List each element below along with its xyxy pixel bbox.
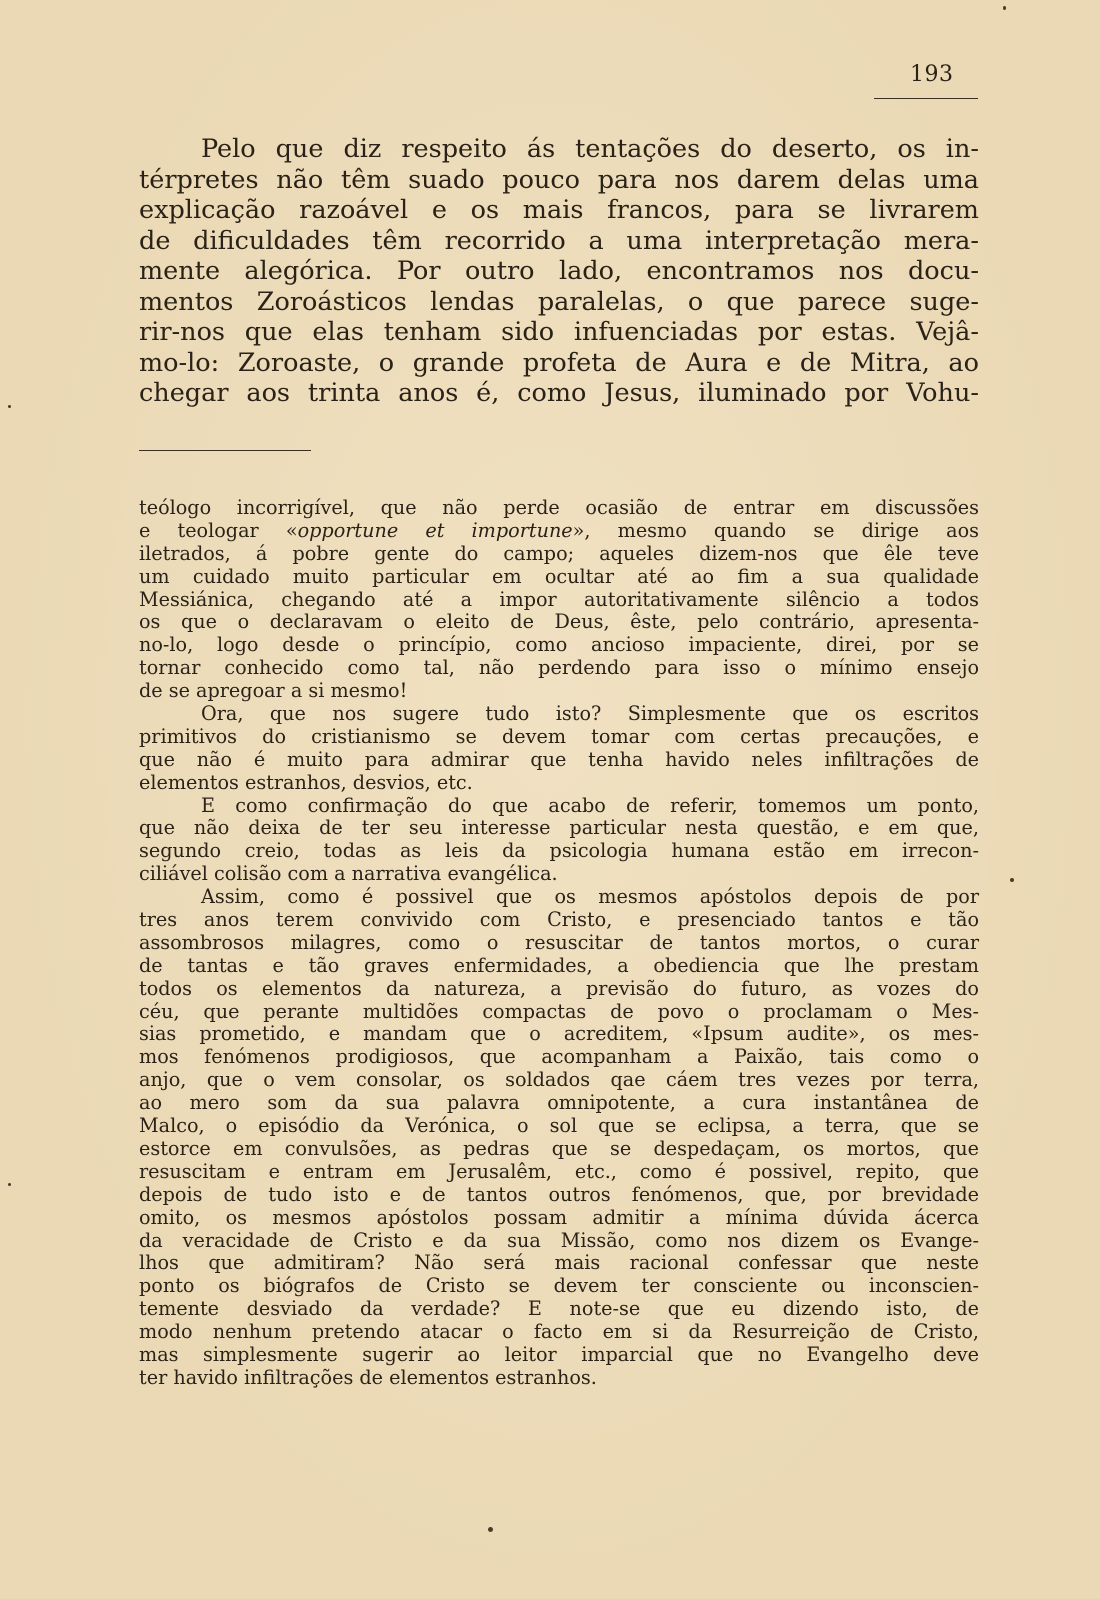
footnote-line: Ora, que nos sugere tudo isto? Simplesmente que os escritos bbox=[201, 702, 979, 726]
footnote-line: tornar conhecido como tal, não perdendo para isso o mínimo ensejo bbox=[139, 656, 979, 680]
main-line: mente alegórica. Por outro lado, encontramos nos docu- bbox=[139, 256, 979, 286]
footnote-line: ter havido infiltrações de elementos estranhos. bbox=[139, 1365, 597, 1389]
paper-speck bbox=[8, 405, 11, 408]
main-paragraph bbox=[139, 134, 979, 409]
page-number-rule bbox=[874, 98, 978, 99]
paper-speck bbox=[8, 1183, 11, 1186]
main-line: Pelo que diz respeito ás tentações do deserto, os in- bbox=[201, 134, 979, 164]
footnote-line: de tantas e tão graves enfermidades, a obediencia que lhe prestam bbox=[139, 953, 979, 977]
main-line: explicação razoável e os mais francos, para se livrarem bbox=[139, 195, 979, 225]
footnote-line: que não é muito para admirar que tenha havido neles infiltrações de bbox=[139, 747, 979, 771]
footnote-separator-rule bbox=[139, 450, 311, 451]
italic-latin-phrase: opportune et importune bbox=[297, 518, 573, 542]
footnote-line: um cuidado muito particular em ocultar até ao fim a sua qualidade bbox=[139, 564, 979, 588]
footnote-line: temente desviado da verdade? E note-se que eu dizendo isto, de bbox=[139, 1297, 979, 1321]
footnote-line: E como confirmação do que acabo de referir, tomemos um ponto, bbox=[201, 793, 979, 817]
footnote-line: modo nenhum pretendo atacar o facto em si da Resurreição de Cristo, bbox=[139, 1320, 979, 1344]
footnote-line: ciliável colisão com a narrativa evangélica. bbox=[139, 862, 558, 886]
paper-speck bbox=[1010, 878, 1014, 882]
footnote-line: anjo, que o vem consolar, os soldados qae cáem tres vezes por terra, bbox=[139, 1068, 979, 1092]
footnote-line: mas simplesmente sugerir ao leitor imparcial que no Evangelho deve bbox=[139, 1342, 979, 1366]
main-line: térpretes não têm suado pouco para nos darem delas uma bbox=[139, 164, 979, 195]
main-line: mo-lo: Zoroaste, o grande profeta de Aura e de Mitra, ao bbox=[139, 347, 979, 378]
footnote-line: omito, os mesmos apóstolos possam admitir a mínima dúvida ácerca bbox=[139, 1205, 979, 1229]
footnote-text-segment: », mesmo quando se dirige aos bbox=[572, 518, 979, 542]
footnote-line: resuscitam e entram em Jerusalêm, etc., como é possivel, repito, que bbox=[139, 1159, 979, 1183]
footnote-line: que não deixa de ter seu interesse particular nesta questão, e em que, bbox=[139, 816, 979, 840]
footnote bbox=[139, 497, 979, 1390]
footnote-line: elementos estranhos, desvios, etc. bbox=[139, 770, 473, 794]
footnote-line: segundo creio, todas as leis da psicologia humana estão em irrecon- bbox=[139, 839, 979, 863]
footnote-line: depois de tudo isto e de tantos outros fenómenos, que, por brevidade bbox=[139, 1182, 979, 1206]
main-line: de dificuldades têm recorrido a uma interpretação mera- bbox=[139, 225, 979, 256]
footnote-line: mos fenómenos prodigiosos, que acompanham a Paixão, tais como o bbox=[139, 1045, 979, 1069]
footnote-line: de se apregoar a si mesmo! bbox=[139, 679, 408, 703]
footnote-line: teólogo incorrigível, que não perde ocasião de entrar em discussões bbox=[139, 496, 979, 519]
footnote-line: tres anos terem convivido com Cristo, e presenciado tantos e tão bbox=[139, 908, 979, 932]
footnote-line: os que o declaravam o eleito de Deus, êste, pelo contrário, apresenta- bbox=[139, 610, 979, 634]
footnote-line: no-lo, logo desde o princípio, como ancioso impaciente, direi, por se bbox=[139, 633, 979, 657]
footnote-line: lhos que admitiram? Não será mais racional confessar que neste bbox=[139, 1251, 979, 1275]
footnote-line: sias prometido, e mandam que o acreditem, «Ipsum audite», os mes- bbox=[139, 1022, 979, 1046]
main-line: rir-nos que elas tenham sido infuenciadas por estas. Vejâ- bbox=[139, 317, 979, 347]
page-number: 193 bbox=[910, 62, 954, 87]
footnote-line: Malco, o episódio da Verónica, o sol que se eclipsa, a terra, que se bbox=[139, 1114, 979, 1138]
footnote-line: ponto os biógrafos de Cristo se devem ter consciente ou inconscien- bbox=[139, 1274, 979, 1298]
footnote-line: todos os elementos da natureza, a previsão do futuro, as vozes do bbox=[139, 976, 979, 1000]
main-line: mentos Zoroásticos lendas paralelas, o que parece suge- bbox=[139, 286, 979, 317]
footnote-line: ao mero som da sua palavra omnipotente, a cura instantânea de bbox=[139, 1091, 979, 1115]
footnote-line: iletrados, á pobre gente do campo; aqueles dizem-nos que êle teve bbox=[139, 541, 979, 565]
paper-speck bbox=[1003, 6, 1006, 10]
footnote-line: primitivos do cristianismo se devem tomar com certas precauções, e bbox=[139, 724, 979, 748]
footnote-line: da veracidade de Cristo e da sua Missão, como nos dizem os Evange- bbox=[139, 1228, 979, 1252]
paper-speck bbox=[488, 1527, 493, 1532]
footnote-line: Messiánica, chegando até a impor autoritativamente silêncio a todos bbox=[139, 587, 979, 611]
footnote-line: céu, que perante multidões compactas de povo o proclamam o Mes- bbox=[139, 999, 979, 1023]
footnote-text-segment: e teologar « bbox=[139, 518, 298, 542]
footnote-line: estorce em convulsões, as pedras que se despedaçam, os mortos, que bbox=[139, 1136, 979, 1160]
footnote-line-with-italic bbox=[139, 520, 979, 543]
main-line: chegar aos trinta anos é, como Jesus, iluminado por Vohu- bbox=[139, 378, 979, 408]
footnote-line: Assim, como é possivel que os mesmos apóstolos depois de por bbox=[201, 885, 979, 909]
footnote-line: assombrosos milagres, como o resuscitar de tantos mortos, o curar bbox=[139, 930, 979, 954]
